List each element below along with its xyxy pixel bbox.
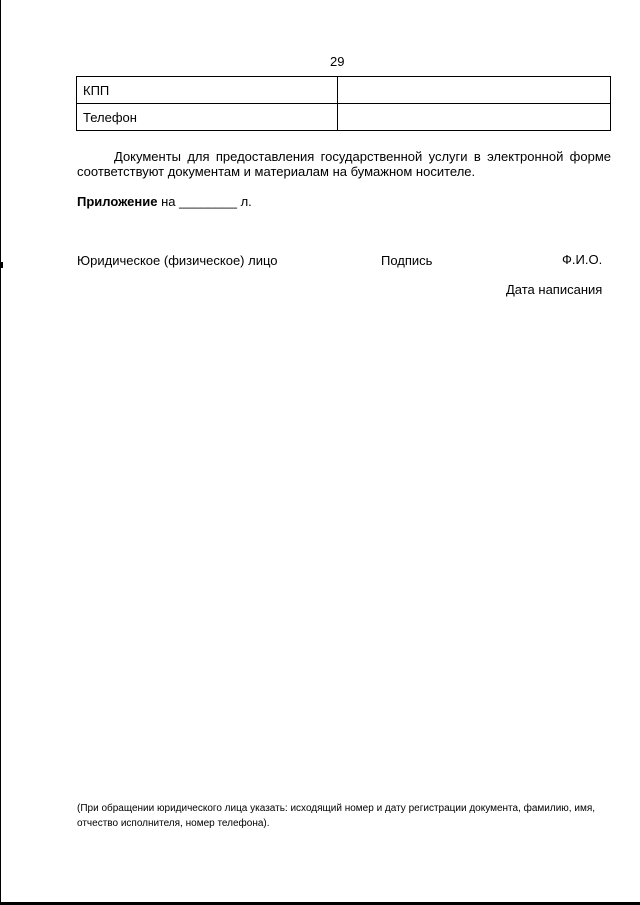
paragraph-line: Документы для предоставления государственной услуги в электронной форме — [114, 149, 611, 164]
paragraph-line: соответствуют документам и материалам на бумажном носителе. — [77, 164, 476, 179]
table-row — [77, 77, 611, 104]
page-number: 29 — [330, 54, 345, 69]
attachment-text: на ________ л. — [161, 194, 252, 209]
fio-label: Ф.И.О. — [562, 252, 603, 267]
documents-paragraph — [77, 149, 611, 179]
scan-edge-mark — [0, 262, 3, 268]
table-cell-value — [338, 77, 611, 104]
attachment-line — [77, 194, 252, 209]
table-cell-label: КПП — [77, 77, 338, 104]
info-table — [76, 76, 611, 131]
footnote: (При обращении юридического лица указать: исходящий номер и дату регистрации документа, фамилию, имя, отчество исполнителя, номер телефона). — [77, 803, 596, 829]
table-cell-label: Телефон — [77, 104, 338, 131]
attachment-label: Приложение — [77, 194, 158, 209]
table-row — [77, 104, 611, 131]
signature-person-label: Юридическое (физическое) лицо — [77, 253, 278, 268]
signature-label: Подпись — [381, 253, 433, 268]
date-label: Дата написания — [506, 282, 603, 297]
table-cell-value — [338, 104, 611, 131]
scan-left-edge — [0, 0, 1, 905]
